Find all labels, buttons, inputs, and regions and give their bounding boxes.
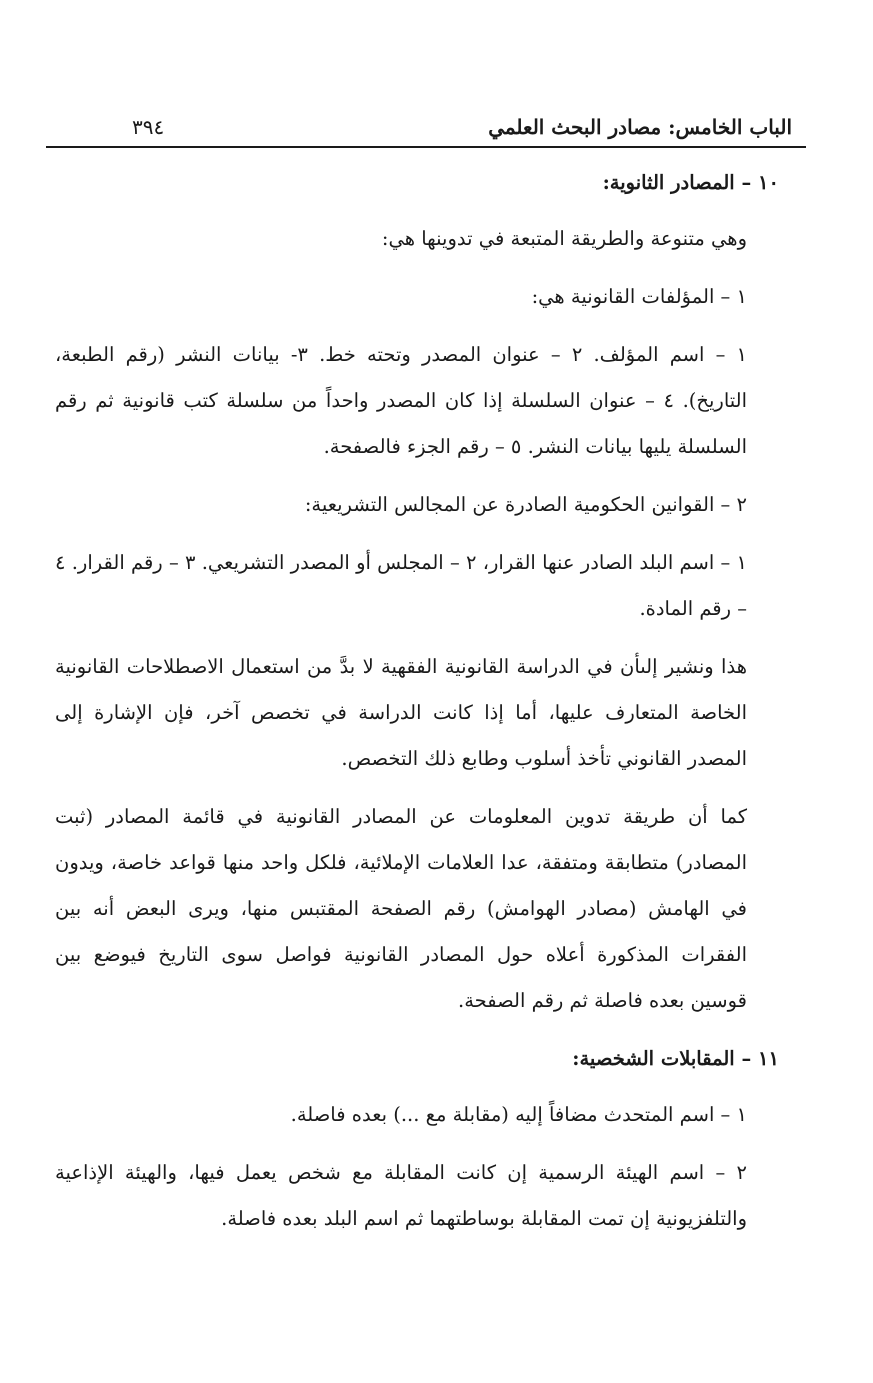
paragraph: ٢ – القوانين الحكومية الصادرة عن المجالس التشريعية:: [304, 493, 747, 516]
paragraph: ١ – اسم المؤلف. ٢ – عنوان المصدر وتحته خط. ٣- بيانات النشر (رقم الطبعة، التاريخ). ٤ – عنوان السلسلة إذا كان المصدر واحداً من سلسلة كتب قانونية ثم رقم السلسلة يليها بيانات النشر. ٥ – رقم الجزء فالصفحة.: [55, 343, 748, 458]
section-11-heading: ١١ – المقابلات الشخصية:: [572, 1047, 779, 1070]
section-10-heading: ١٠ – المصادر الثانوية:: [602, 171, 779, 194]
paragraph: هذا ونشير إلىأن في الدراسة القانونية الفقهية لا بدَّ من استعمال الاصطلاحات القانونية الخاصة المتعارف عليها، أما إذا كانت الدراسة في تخصص آخر، فإن الإشارة إلى المصدر القانوني تأخذ أسلوب وطابع ذلك التخصص.: [55, 655, 747, 770]
running-header: [46, 112, 806, 148]
paragraph: ١ – اسم البلد الصادر عنها القرار، ٢ – المجلس أو المصدر التشريعي. ٣ – رقم القرار. ٤ – رقم المادة.: [55, 551, 747, 620]
paragraph: وهي متنوعة والطريقة المتبعة في تدوينها هي:: [381, 227, 747, 250]
chapter-title: الباب الخامس: مصادر البحث العلمي: [488, 115, 792, 139]
paragraph: ٢ – اسم الهيئة الرسمية إن كانت المقابلة مع شخص يعمل فيها، والهيئة الإذاعية والتلفزيونية إن تمت المقابلة بوساطتهما ثم اسم البلد بعده فاصلة.: [55, 1161, 747, 1230]
paragraph: ١ – المؤلفات القانونية هي:: [531, 285, 747, 308]
paragraph: ١ – اسم المتحدث مضافاً إليه (مقابلة مع ...) بعده فاصلة.: [290, 1103, 747, 1126]
paragraph: كما أن طريقة تدوين المعلومات عن المصادر القانونية في قائمة المصادر (ثبت المصادر) متطابقة ومتفقة، عدا العلامات الإملائية، فلكل واحد منها قواعد خاصة، ويدون في الهامش (مصادر الهوامش) رقم الصفحة المقتبس منها، ويرى البعض أنه بين الفقرات المذكورة أعلاه حول المصادر القانونية فواصل سوى التاريخ فيوضع بين قوسين بعده فاصلة ثم رقم الصفحة.: [55, 805, 747, 1012]
page-body: [55, 160, 779, 1254]
page-number: ٣٩٤: [132, 115, 165, 139]
